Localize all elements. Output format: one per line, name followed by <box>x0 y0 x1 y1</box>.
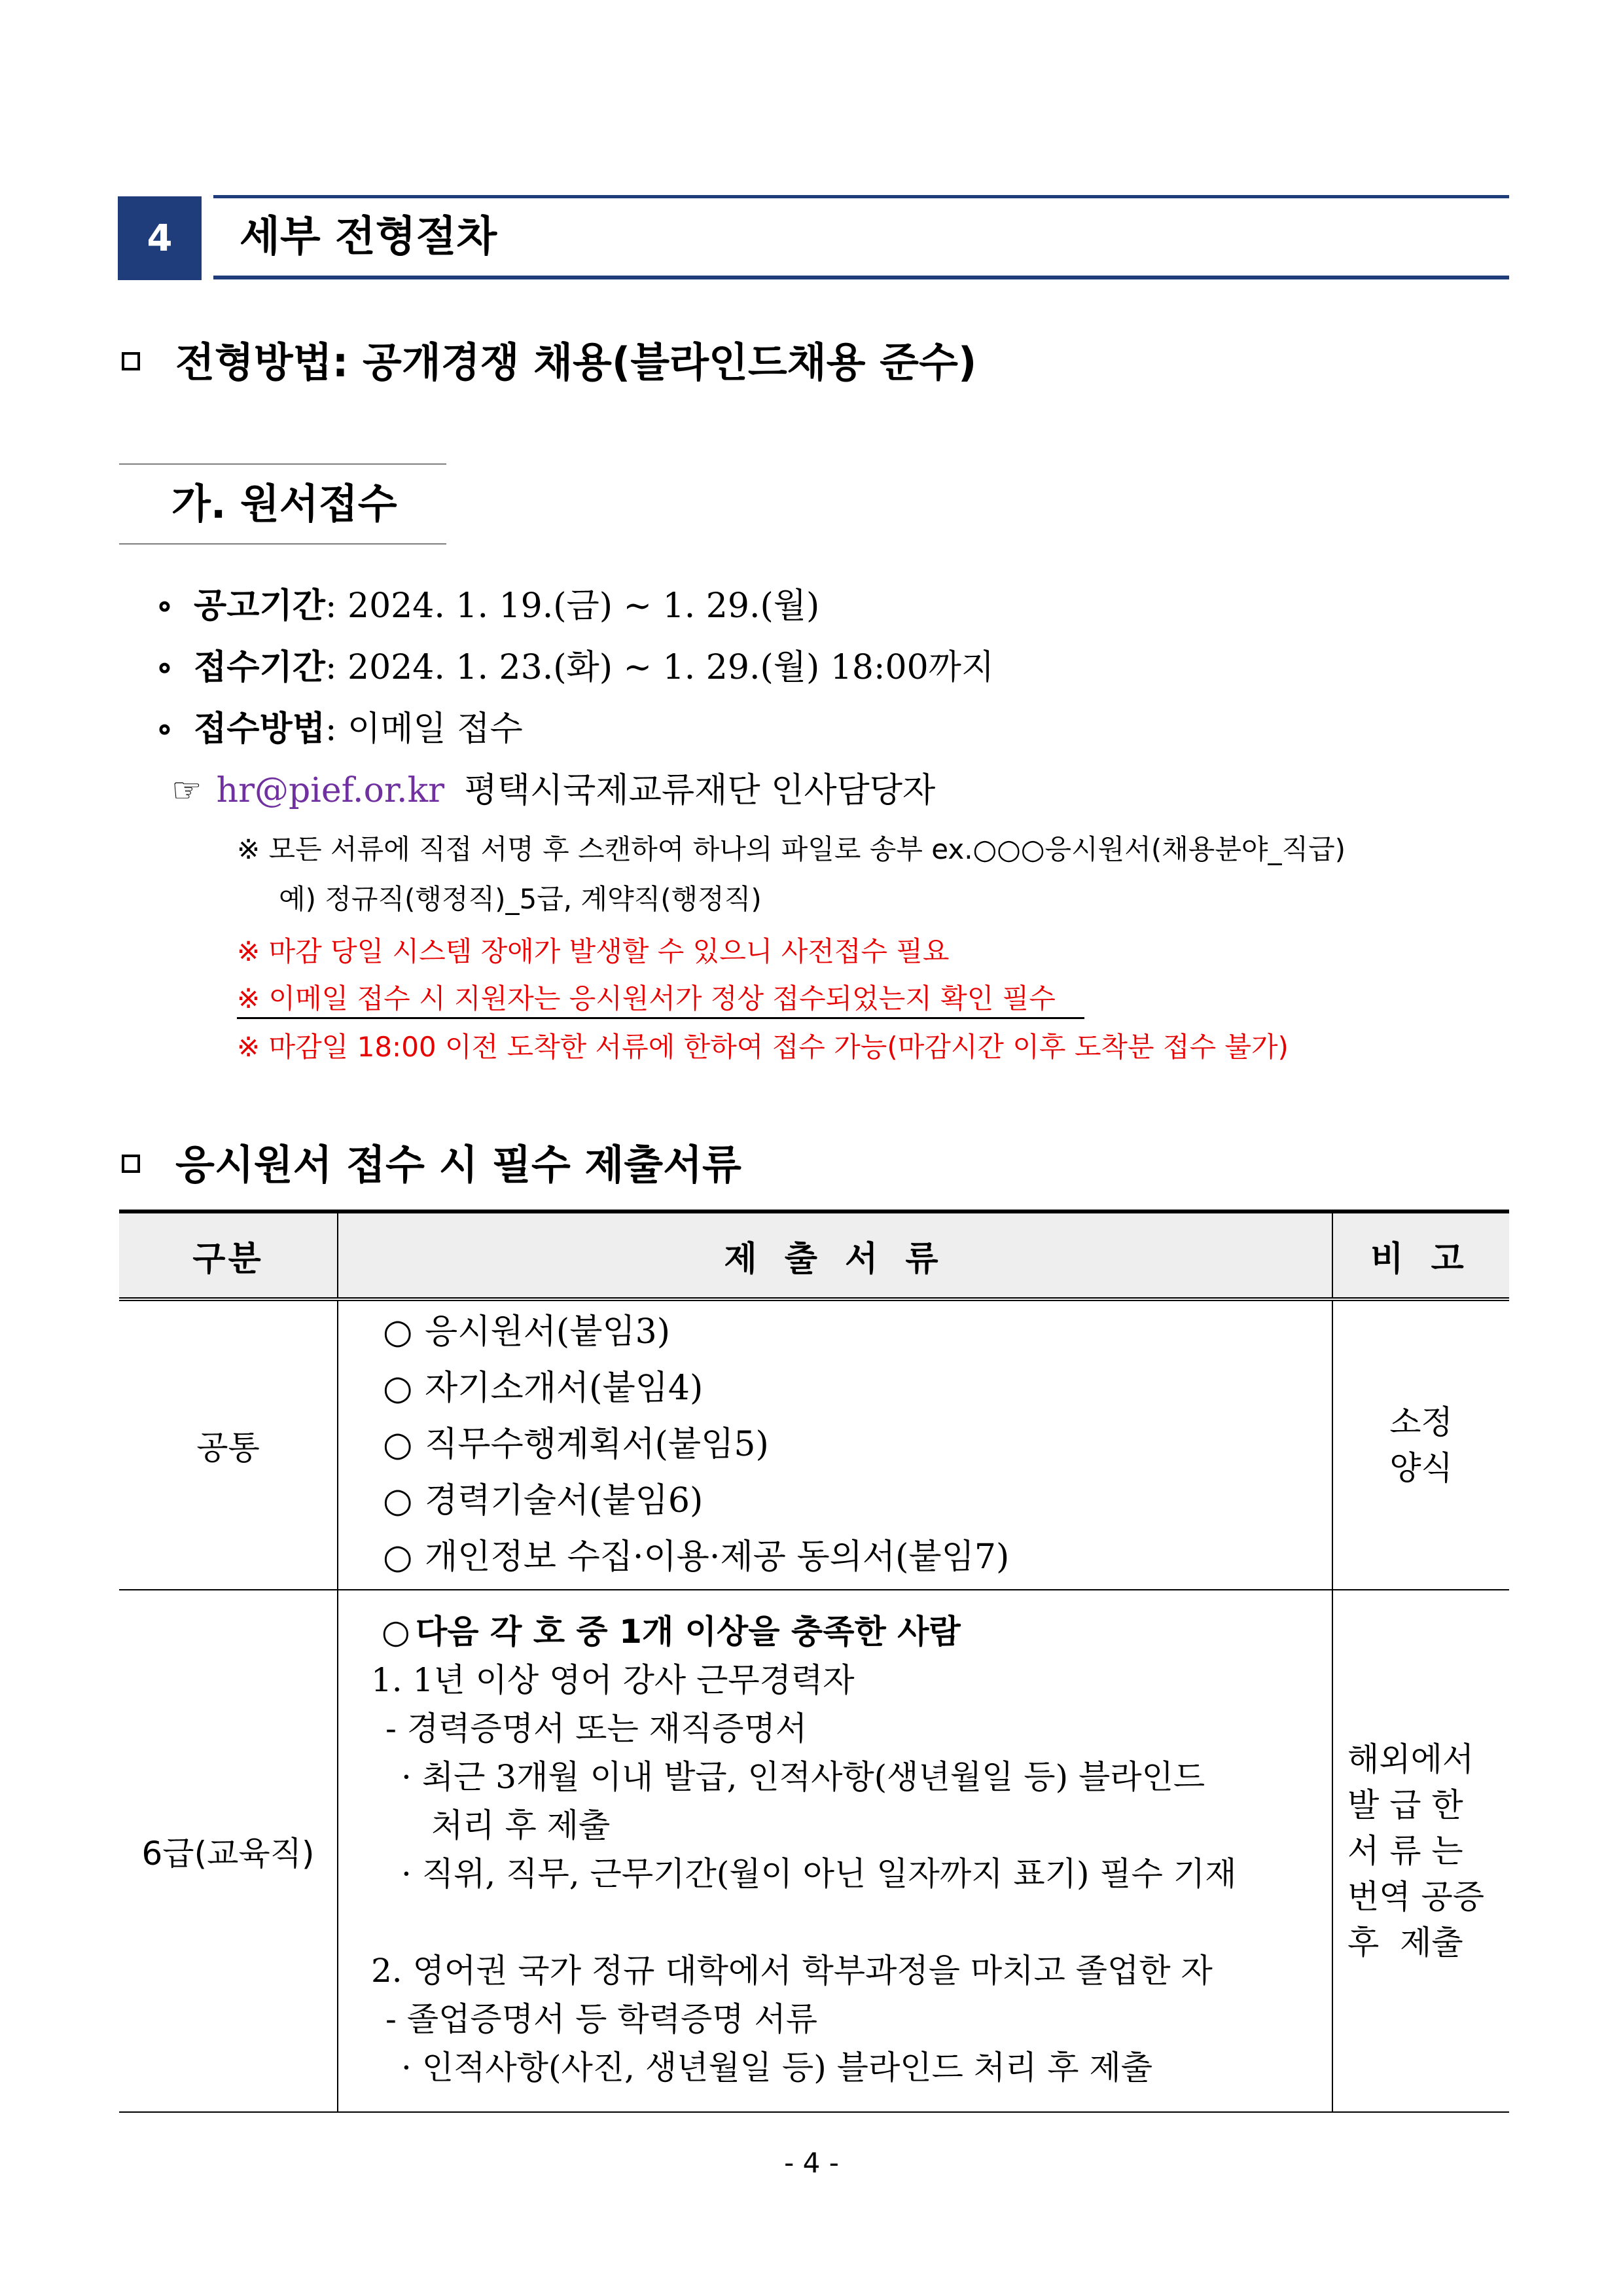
remark-line: 번역 공증 <box>1347 1878 1485 1916</box>
required-docs-heading: 응시원서 접수 시 필수 제출서류 <box>175 1141 741 1189</box>
list-item: ○ 자기소개서(붙임4) <box>383 1368 704 1408</box>
requirement-line: 1. 1년 이상 영어 강사 근무경력자 <box>371 1661 855 1699</box>
pointing-hand-icon: ☞ <box>171 771 202 810</box>
requirement-line: 처리 후 제출 <box>431 1806 611 1844</box>
category-cell: 공통 <box>119 1299 338 1590</box>
bullet-icon: ∘ <box>156 709 173 749</box>
section-title: 세부 전형절차 <box>240 213 497 261</box>
remark-line: 소정 <box>1389 1403 1453 1441</box>
item-value: : 이메일 접수 <box>325 709 523 749</box>
category-cell: 6급(교육직) <box>119 1590 338 2112</box>
remark-line: 후 제출 <box>1347 1924 1463 1962</box>
list-item: ○ 개인정보 수집·이용·제공 동의서(붙임7) <box>383 1537 1010 1577</box>
section-number-badge: 4 <box>118 196 202 280</box>
note-line: 예) 정규직(행정직)_5급, 계약직(행정직) <box>279 883 762 915</box>
documents-cell <box>338 1299 1332 1590</box>
remark-cell <box>1332 1590 1509 2112</box>
email-line <box>171 770 935 812</box>
item-label: 접수기간 <box>194 647 325 687</box>
bullet-icon: ∘ <box>156 647 173 687</box>
remark-line: 발 급 한 <box>1347 1786 1463 1824</box>
square-bullet-icon <box>122 352 140 370</box>
application-item <box>156 708 523 750</box>
warning-line-underlined: ※ 이메일 접수 시 지원자는 응시원서가 정상 접수되었는지 확인 필수 <box>237 980 1084 1019</box>
list-item: ○ 경력기술서(붙임6) <box>383 1480 704 1520</box>
subsection-rule-top <box>119 463 446 465</box>
warning-line: ※ 마감일 18:00 이전 도착한 서류에 한하여 접수 가능(마감시간 이후 도착분 접수 불가) <box>237 1031 1289 1063</box>
subsection-title: 가. 원서접수 <box>171 480 397 528</box>
page-number: - 4 - <box>784 2147 839 2179</box>
application-item <box>156 647 994 689</box>
requirement-line: - 졸업증명서 등 학력증명 서류 <box>385 2000 818 2038</box>
remark-line: 해외에서 <box>1347 1740 1474 1778</box>
list-item: ○ 응시원서(붙임3) <box>383 1312 671 1352</box>
remark-cell <box>1332 1299 1509 1590</box>
note-line: ※ 모든 서류에 직접 서명 후 스캔하여 하나의 파일로 송부 ex.○○○응시원서(채용분야_직급) <box>237 833 1346 865</box>
table-row-common <box>119 1299 1509 1590</box>
item-value: : 2024. 1. 19.(금) ~ 1. 29.(월) <box>325 586 820 626</box>
bullet-icon: ∘ <box>156 586 173 626</box>
table-row-grade6 <box>119 1590 1509 2112</box>
requirement-line: · 인적사항(사진, 생년월일 등) 블라인드 처리 후 제출 <box>401 2049 1153 2087</box>
remark-line: 서 류 는 <box>1347 1832 1463 1870</box>
header-remarks: 비 고 <box>1332 1211 1509 1299</box>
application-item <box>156 585 819 627</box>
item-label: 공고기간 <box>194 586 325 626</box>
table-header-row <box>119 1211 1509 1299</box>
documents-cell <box>338 1590 1332 2112</box>
header-category: 구분 <box>119 1211 338 1299</box>
required-docs-table <box>119 1210 1509 2113</box>
method-heading: 전형방법: 공개경쟁 채용(블라인드채용 준수) <box>175 338 977 386</box>
square-bullet-icon <box>122 1155 140 1173</box>
header-documents: 제 출 서 류 <box>338 1211 1332 1299</box>
email-recipient: 평택시국제교류재단 인사담당자 <box>464 771 936 810</box>
requirement-line: - 경력증명서 또는 재직증명서 <box>385 1710 808 1748</box>
remark-line: 양식 <box>1389 1449 1453 1487</box>
item-label: 접수방법 <box>194 709 325 749</box>
warning-line: ※ 마감 당일 시스템 장애가 발생할 수 있으니 사전접수 필요 <box>237 935 950 967</box>
requirement-spacer <box>371 1898 1313 1946</box>
subsection-rule-bottom <box>119 543 446 545</box>
list-item: ○ 직무수행계획서(붙임5) <box>383 1424 769 1464</box>
section-rule-bottom <box>213 276 1509 279</box>
requirement-line: 2. 영어권 국가 정규 대학에서 학부과정을 마치고 졸업한 자 <box>371 1952 1213 1990</box>
requirement-intro: ○ 다음 각 호 중 1개 이상을 충족한 사람 <box>382 1613 961 1651</box>
item-value: : 2024. 1. 23.(화) ~ 1. 29.(월) 18:00까지 <box>325 648 995 687</box>
email-link[interactable]: hr@pief.or.kr <box>216 771 444 810</box>
requirement-line: · 직위, 직무, 근무기간(월이 아닌 일자까지 표기) 필수 기재 <box>401 1855 1237 1893</box>
section-rule-top <box>213 195 1509 198</box>
requirement-line: · 최근 3개월 이내 발급, 인적사항(생년월일 등) 블라인드 <box>401 1758 1205 1796</box>
